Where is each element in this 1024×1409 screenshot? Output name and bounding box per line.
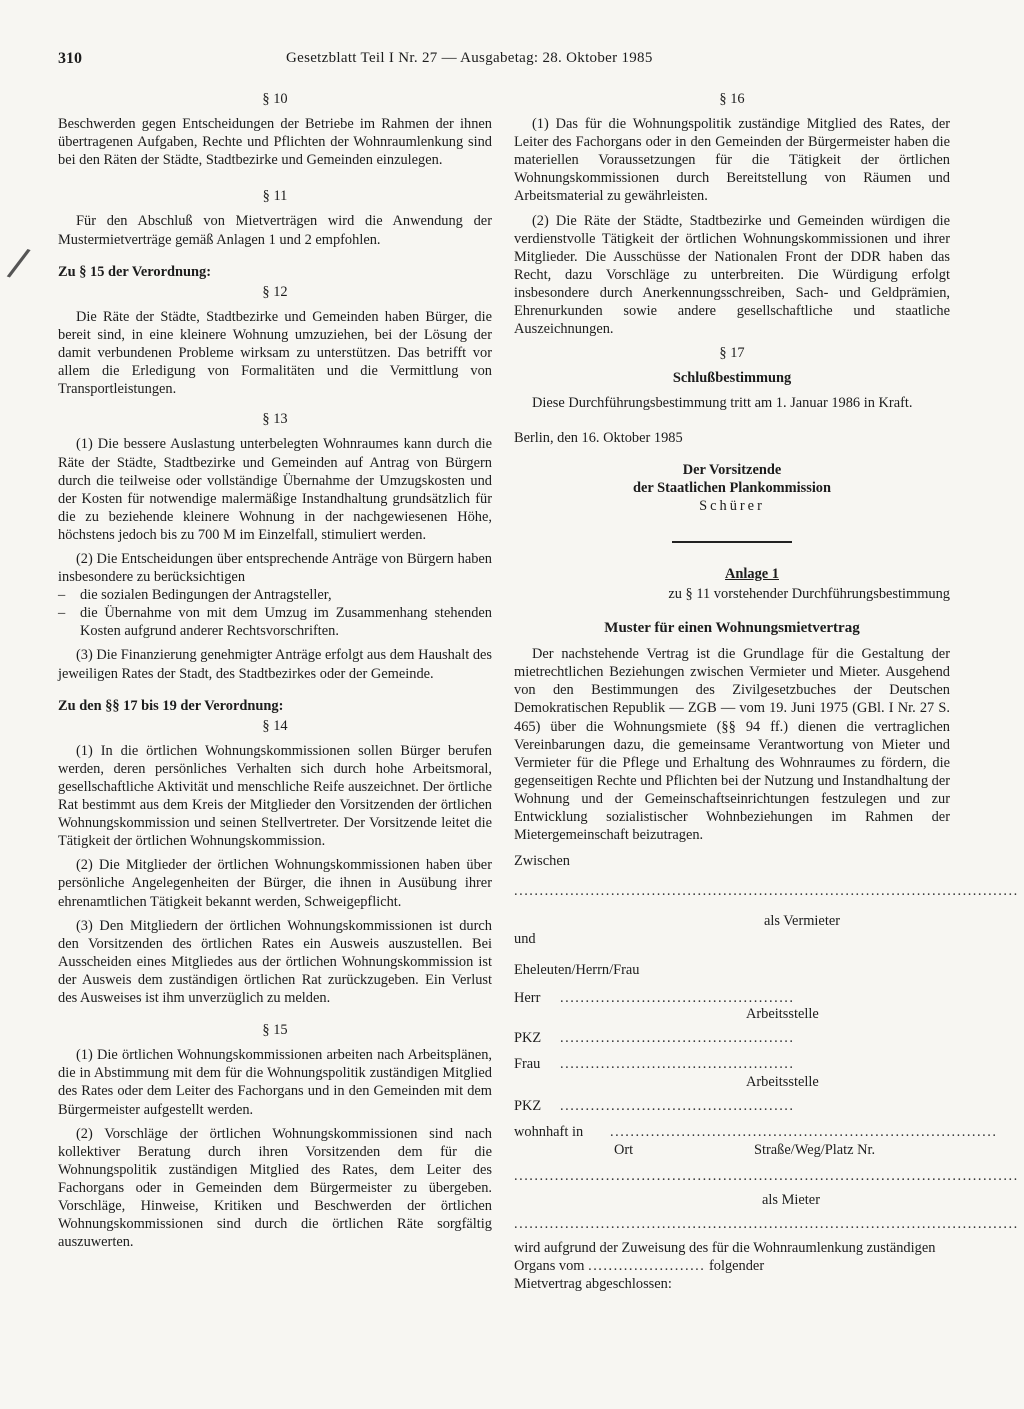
label-als-mieter: als Mieter <box>762 1191 820 1208</box>
label-frau: Frau <box>514 1055 541 1072</box>
heading-zu-15: Zu § 15 der Verordnung: <box>58 263 212 280</box>
signature-line-2: der Staatlichen Plankommission <box>632 479 832 496</box>
gazette-title: Gesetzblatt Teil I Nr. 27 — Ausgabetag: 28. Oktober 1985 <box>286 50 653 66</box>
place-date: Berlin, den 16. Oktober 1985 <box>514 429 683 446</box>
page-header <box>58 50 948 72</box>
label-pkz-2: PKZ <box>514 1097 542 1114</box>
line-mieter-2[interactable]: ................................................................................................... <box>514 1216 1019 1233</box>
muster-text: Der nachstehende Vertrag ist die Grundlage für die Gestaltung der mietrechtlichen Beziehungen zwischen Vermieter und Mieter. Ausgehend von den Bestimmungen des Zivilgesetzbuches der Deutschen Demokratischen Republik — ZGB — vom 19. Juni 1975 (GBl. I Nr. 27 S. 465) über die Wohnungsmiete (§§ 94 ff.) dienen die vertraglichen Vereinbarungen dazu, die gemeinsame Verantwortung von Mieter und Vermieter für die Pflege und Erhaltung des Wohnraumes zu fördern, die gegenseitigen Rechte und Pflichten bei der Nutzung und Instandhaltung der Wohnung und der Gemeinschaftseinrichtungen festzulegen und zur Entwicklung sozialistischer Wohnbeziehungen im Rahmen der Mietergemeinschaft beizutragen. <box>514 646 950 844</box>
right-column <box>514 90 1019 1293</box>
anlage-title: Anlage 1 <box>725 565 779 582</box>
label-zwischen: Zwischen <box>514 853 570 870</box>
signature-line-1: Der Vorsitzende <box>682 461 782 478</box>
signature-name: Schürer <box>699 497 765 514</box>
muster-title: Muster für einen Wohnungsmietvertrag <box>604 620 860 637</box>
line-mieter[interactable]: ................................................................................................... <box>514 1167 1019 1184</box>
field-herr[interactable]: .............................................. <box>560 989 795 1006</box>
label-eheleute: Eheleuten/Herrn/Frau <box>514 961 640 978</box>
anlage-subtitle: zu § 11 vorstehender Durchführungsbestimmung <box>668 585 950 602</box>
section-11-text: Für den Abschluß von Mietverträgen wird die Anwendung der Mustermietverträge gemäß Anlagen 1 und 2 empfohlen. <box>58 213 492 248</box>
section-10-title: § 10 <box>262 91 288 107</box>
field-frau[interactable]: .............................................. <box>560 1055 795 1072</box>
section-17-text: Diese Durchführungsbestimmung tritt am 1. Januar 1986 in Kraft. <box>532 395 913 412</box>
section-16-p2: (2) Die Räte der Städte, Stadtbezirke und Gemeinden würdigen die verdienstvolle Tätigkeit der örtlichen Wohnungskommissionen und ihrer Mitglieder. Die Ausschüsse der Nationalen Front der DDR haben das Recht, dazu Vorschläge zu unterbreiten. Die Würdigung erfolgt insbesondere durch Anerkennungsschreiben, Sach- und Geldprämien, Ehrenurkunden sowie andere gesellschaftliche und staatliche Auszeichnungen. <box>514 212 950 338</box>
heading-zu-17-19: Zu den §§ 17 bis 19 der Verordnung: <box>58 697 284 714</box>
section-13-list <box>58 586 492 640</box>
section-14-p1: (1) In die örtlichen Wohnungskommissionen sollen Bürger berufen werden, deren persönliches Verhalten sich durch hohe Arbeitsmoral, gesellschaftliche Aktivität und menschliche Reife auszeichnet. Der örtliche Rat bestimmt aus dem Kreis der Mitglieder den Vorsitzenden der örtlichen Wohnungskommission und seinen Stellvertreter. Der Vorsitzende leitet die Tätigkeit der örtlichen Wohnungskommission. <box>58 742 492 850</box>
contract-form <box>514 852 1019 1293</box>
label-als-vermieter: als Vermieter <box>763 913 840 930</box>
label-wohnhaft: wohnhaft in <box>514 1123 584 1140</box>
section-13-title: § 13 <box>262 411 288 428</box>
section-13-p3: (3) Die Finanzierung genehmigter Anträge erfolgt aus dem Haushalt des jeweiligen Rates der Stadt, des Stadtbezirkes oder der Gemeinde. <box>58 647 492 682</box>
section-17-heading: Schlußbestimmung <box>672 370 792 387</box>
closing-text: wird aufgrund der Zuweisung des für die Wohnraumlenkung zuständigen Organs vom ....................... folgender Mietvertrag abgeschlossen: <box>514 1240 936 1293</box>
section-10-text: Beschwerden gegen Entscheidungen der Betriebe im Rahmen der ihnen übertragenen Aufgaben, Rechte und Pflichten der Wohnraumlenkung sind bei den Räten der Städte, Stadtbezirke und Gemeinden einzulegen. <box>58 116 492 169</box>
section-14-p3: (3) Den Mitgliedern der örtlichen Wohnungskommissionen ist durch den Vorsitzenden des örtlichen Rates ein Ausweis auszustellen. Bei Ausscheiden eines Mitgliedes aus der örtlichen Wohnungskommission ist der Ausweis dem zuständigen örtlichen Rat zurückzugeben. Ein Verlust des Ausweises ist ihm unverzüglich zu melden. <box>58 917 492 1007</box>
section-16-p1: (1) Das für die Wohnungspolitik zuständige Mitglied des Rates, der Leiter des Fachorgans oder in den Gemeinden der Bürgermeister haben die materiellen Voraussetzungen für die Tätigkeit der örtlichen Wohnungskommissionen durch Bereitstellung von Räumen und Arbeitsmaterial zu gewährleisten. <box>514 116 950 205</box>
section-14-title: § 14 <box>262 717 288 734</box>
section-11-title: § 11 <box>262 188 288 205</box>
label-pkz-1: PKZ <box>514 1029 542 1046</box>
section-13-p2: (2) Die Entscheidungen über entsprechende Anträge von Bürgern haben insbesondere zu berücksichtigen <box>58 550 492 586</box>
list-item: – die Übernahme von mit dem Umzug im Zusammenhang stehenden Kosten aufgrund anderer Rechtsvorschriften. <box>58 605 492 640</box>
section-12-title: § 12 <box>262 283 288 300</box>
field-pkz-2[interactable]: .............................................. <box>560 1097 795 1114</box>
list-item: – die sozialen Bedingungen der Antragsteller, <box>58 587 332 604</box>
label-arbeitsstelle-1: Arbeitsstelle <box>746 1005 819 1022</box>
label-ort: Ort <box>614 1141 634 1158</box>
section-15-p2: (2) Vorschläge der örtlichen Wohnungskommissionen sind nach kollektiver Beratung durch ihren Vorsitzenden dem für die Wohnungspolitik zuständigen Mitglied des Rates, dem Leiter des Fachorgans oder in Gemeinden dem Bürgermeister zu übergeben. Vorschläge, Hinweise, Kritiken und Beschwerden der örtlichen Wohnungskommissionen sind durch die örtlichen Räte sorgfältig auszuwerten. <box>58 1125 492 1251</box>
margin-mark: / <box>4 239 33 287</box>
left-column <box>58 90 492 1257</box>
section-15-p1: (1) Die örtlichen Wohnungskommissionen arbeiten nach Arbeitsplänen, die in Abstimmung mit dem für die Wohnungspolitik zuständigen Mitglied des Rates oder dem Leiter des Fachorgans und in den Gemeinden mit dem Bürgermeister aufgestellt werden. <box>58 1047 492 1118</box>
field-wohnhaft[interactable]: ............................................................................ <box>610 1123 998 1140</box>
section-16-title: § 16 <box>719 91 745 107</box>
line-vermieter[interactable]: ................................................................................................... <box>514 883 1019 900</box>
label-und: und <box>514 931 536 948</box>
field-datum[interactable]: ....................... <box>588 1258 706 1275</box>
section-12-text: Die Räte der Städte, Stadtbezirke und Gemeinden haben Bürger, die bereit sind, in eine kleinere Wohnung umzuziehen, bei der Lösung der damit verbundenen Probleme wirksam zu unterstützen. Das betrifft vor allem die Erledigung von Formalitäten und die Vermittlung von Transportleistungen. <box>58 308 492 398</box>
section-15-title: § 15 <box>262 1022 288 1039</box>
field-pkz-1[interactable]: .............................................. <box>560 1029 795 1046</box>
section-13-p1: (1) Die bessere Auslastung unterbelegten Wohnraumes kann durch die Räte der Städte, Stadtbezirke und Gemeinden auf Antrag von Bürgern durch die teilweise oder vollständige Übernahme der Umzugskosten und der Kosten für notwendige malermäßige Instandhaltung grundsätzlich für die zu beziehende kleinere Wohnung in der nachgewiesenen Höhe, höchstens jedoch bis zu 700 M im Einzelfall, stimuliert werden. <box>58 436 492 543</box>
label-herr: Herr <box>514 989 541 1006</box>
divider <box>672 541 792 543</box>
label-arbeitsstelle-2: Arbeitsstelle <box>746 1073 819 1090</box>
section-17-title: § 17 <box>719 345 745 362</box>
section-14-p2: (2) Die Mitglieder der örtlichen Wohnungskommissionen haben über persönliche Angelegenheiten der Bürger, die ihnen in Ausübung ihrer ehrenamtlichen Tätigkeit bekannt werden, Schweigepflicht. <box>58 857 492 910</box>
label-strasse: Straße/Weg/Platz Nr. <box>754 1141 876 1158</box>
page-number: 310 <box>58 50 82 67</box>
